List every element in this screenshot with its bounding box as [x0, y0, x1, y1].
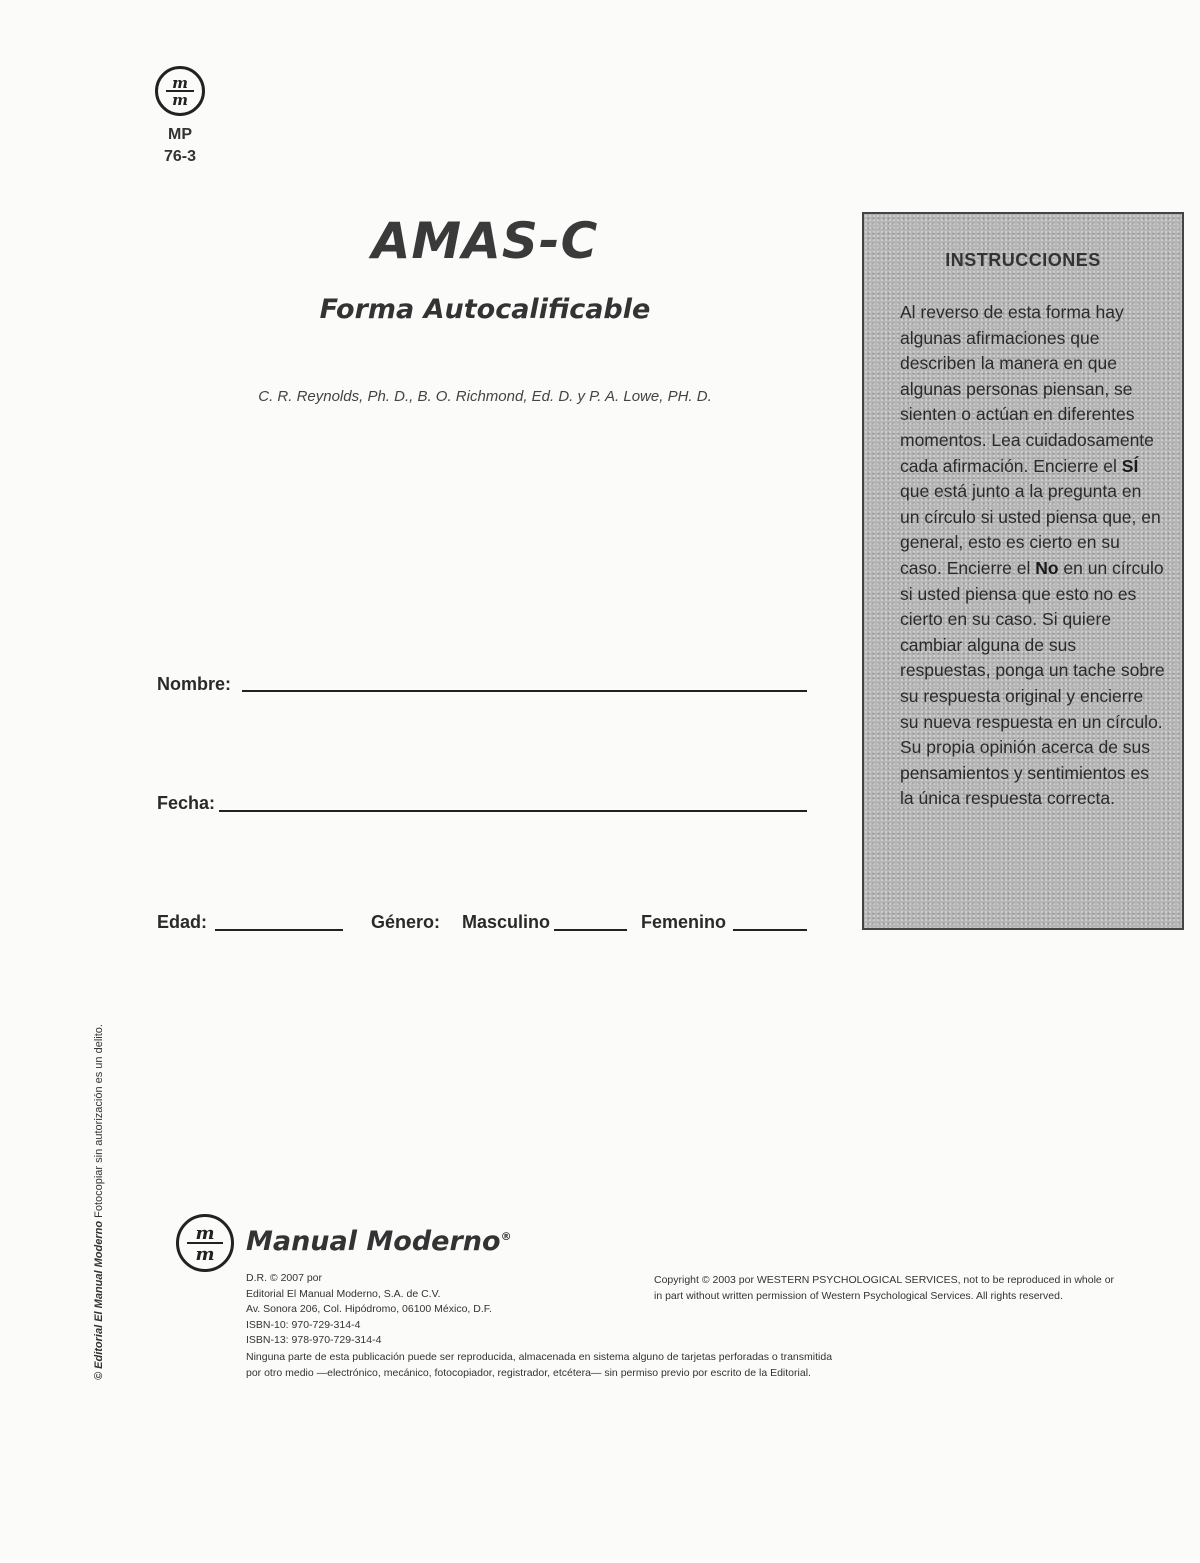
- dr-line: ISBN-10: 970-729-314-4: [246, 1318, 361, 1331]
- notice-line: Ninguna parte de esta publicación puede ser reproducida, almacenada en sistema alguno de tarjetas perforadas o transmitida: [246, 1351, 833, 1363]
- instructions-text: [900, 300, 1165, 812]
- instructions-text-part2: que está junto a la pregunta en un círculo si usted piensa que, en general, esto es cierto en su caso. Encierre el: [900, 481, 1161, 578]
- svg-text:m: m: [172, 91, 188, 109]
- dr-block: [246, 1271, 492, 1349]
- notice-line: por otro medio —electrónico, mecánico, fotocopiador, registrador, etcétera— sin permiso previo por escrito de la Editorial.: [246, 1366, 811, 1379]
- instructions-box: [862, 212, 1184, 930]
- brand-name-text: Manual Moderno: [246, 1226, 501, 1257]
- copyright-block: [654, 1273, 1189, 1304]
- fecha-field[interactable]: [219, 810, 807, 812]
- femenino-field[interactable]: [733, 929, 807, 931]
- dr-line: D.R. © 2007 por: [246, 1272, 323, 1284]
- footer-logo-icon: [176, 1214, 234, 1272]
- side-copyright-bold: © Editorial El Manual Moderno: [93, 1220, 105, 1380]
- instructions-text-part1: Al reverso de esta forma hay algunas afirmaciones que describen la manera en que algunas personas piensan, se sienten o actúan en diferentes momentos. Lea cuidadosamente cada afirmación. Encierre el: [900, 302, 1154, 476]
- svg-text:m: m: [172, 74, 188, 92]
- page-subtitle: Forma Autocalificable: [319, 294, 651, 325]
- dr-line: Editorial El Manual Moderno, S.A. de C.V.: [246, 1287, 441, 1300]
- instructions-text-part3: en un círculo si usted piensa que esto no es cierto en su caso. Si quiere cambiar alguna de sus respuestas, ponga un tache sobre su respuesta original y encierre su nueva respuesta en un círculo. Su propia opinión acerca de sus pensamientos y sentimientos es la única respuesta correcta.: [900, 557, 1165, 809]
- instructions-title: INSTRUCCIONES: [945, 250, 1101, 270]
- form-code-line2: 76-3: [163, 148, 197, 165]
- edad-field[interactable]: [215, 929, 343, 931]
- masculino-field[interactable]: [554, 929, 627, 931]
- nombre-label: Nombre:: [157, 674, 232, 694]
- genero-label: Género:: [371, 912, 441, 932]
- copyright-line: in part without written permission of Western Psychological Services. All rights reserved.: [654, 1289, 1063, 1302]
- masculino-label: Masculino: [462, 912, 551, 932]
- page-title: AMAS-C: [371, 212, 599, 270]
- nombre-field[interactable]: [242, 690, 807, 692]
- registered-mark: ®: [500, 1230, 512, 1243]
- publisher-logo-icon: [155, 66, 205, 116]
- authors: C. R. Reynolds, Ph. D., B. O. Richmond, Ed. D. y P. A. Lowe, PH. D.: [258, 388, 712, 405]
- mm-monogram-icon: [179, 1217, 231, 1269]
- copyright-line: Copyright © 2003 por WESTERN PSYCHOLOGICAL SERVICES, not to be reproduced in whole or: [654, 1274, 1115, 1286]
- side-copyright-normal: Fotocopiar sin autorización es un delito.: [93, 1024, 105, 1221]
- edad-label: Edad:: [157, 912, 208, 932]
- brand-name: [246, 1226, 512, 1257]
- instructions-bold-no: No: [1035, 557, 1059, 578]
- mm-monogram-icon: [158, 69, 202, 113]
- svg-text:m: m: [195, 1244, 215, 1265]
- reproduction-notice: [246, 1350, 832, 1381]
- side-copyright-notice: [93, 1024, 105, 1380]
- form-code-line1: MP: [168, 126, 192, 143]
- femenino-label: Femenino: [641, 912, 727, 932]
- dr-line: Av. Sonora 206, Col. Hipódromo, 06100 México, D.F.: [246, 1303, 492, 1315]
- fecha-label: Fecha:: [157, 793, 216, 813]
- instructions-bold-si: SÍ: [1121, 455, 1139, 476]
- dr-line: ISBN-13: 978-970-729-314-4: [246, 1334, 382, 1346]
- svg-text:m: m: [195, 1223, 215, 1244]
